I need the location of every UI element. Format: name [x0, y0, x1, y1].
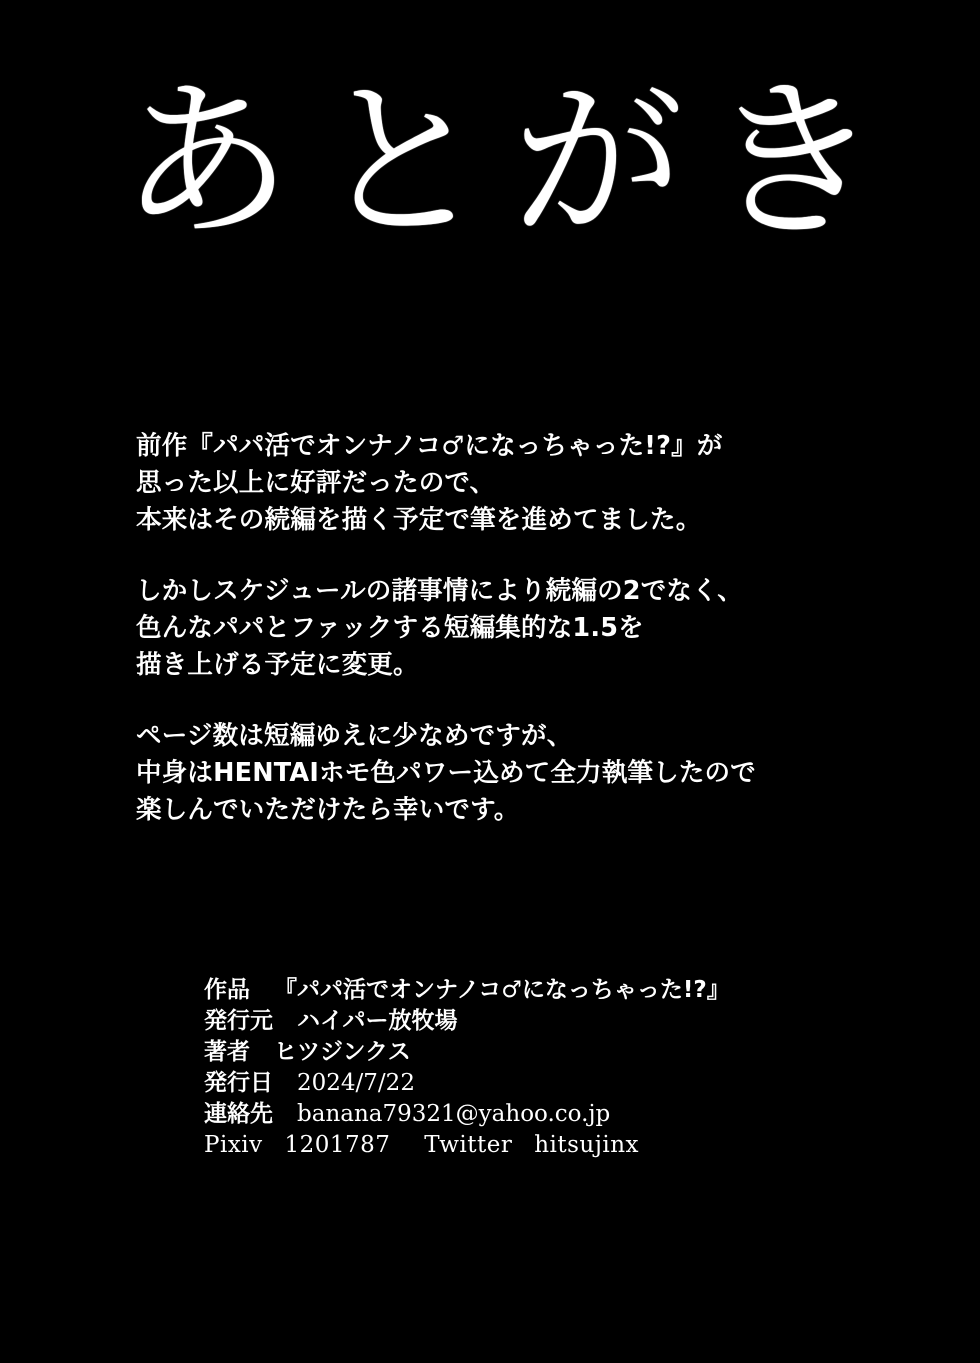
colophon-value: ヒツジンクス: [274, 1039, 411, 1065]
twitter-handle: hitsujinx: [534, 1132, 639, 1158]
colophon-value: 2024/7/22: [297, 1070, 415, 1096]
afterword-line: しかしスケジュールの諸事情により続編の2でなく、: [136, 576, 744, 606]
afterword-paragraph: [136, 573, 936, 684]
colophon-label: 発行日: [204, 1070, 273, 1096]
colophon-value: ハイパー放牧場: [297, 1008, 458, 1034]
colophon-row-author: [204, 1037, 944, 1068]
afterword-line: ページ数は短編ゆえに少なめですが、: [136, 721, 573, 751]
colophon-row-social: [204, 1130, 944, 1161]
contact-email: banana79321@yahoo.co.jp: [297, 1101, 611, 1127]
colophon-label: 作品: [204, 977, 250, 1003]
afterword-line: 本来はその続編を描く予定で筆を進めてました。: [136, 505, 702, 535]
afterword-line: 描き上げる予定に変更。: [136, 650, 419, 680]
afterword-paragraph: [136, 428, 936, 539]
twitter-label: Twitter: [424, 1132, 513, 1158]
colophon-row-date: [204, 1068, 944, 1099]
colophon-row-contact: [204, 1099, 944, 1130]
colophon-label: 著者: [204, 1039, 250, 1065]
afterword-line: 前作『パパ活でオンナノコ♂になっちゃった!?』が: [136, 431, 723, 461]
colophon-row-publisher: [204, 1006, 944, 1037]
colophon-label: 連絡先: [204, 1101, 273, 1127]
colophon-label: 発行元: [204, 1008, 273, 1034]
afterword-body: [136, 428, 936, 829]
afterword-line: 楽しんでいただけたら幸いです。: [136, 795, 520, 825]
afterword-line: 色んなパパとファックする短編集的な1.5を: [136, 613, 644, 643]
page-title: あとがき: [120, 61, 904, 262]
afterword-paragraph: [136, 718, 936, 829]
pixiv-id: 1201787: [284, 1132, 391, 1158]
colophon-value: 『パパ活でオンナノコ♂になっちゃった!?』: [274, 977, 730, 1003]
afterword-line: 思った以上に好評だったので、: [136, 468, 496, 498]
colophon-row-title: [204, 975, 944, 1006]
pixiv-label: Pixiv: [204, 1132, 263, 1158]
colophon: [204, 975, 944, 1161]
afterword-line: 中身はHENTAIホモ色パワー込めて全力執筆したので: [136, 758, 756, 788]
